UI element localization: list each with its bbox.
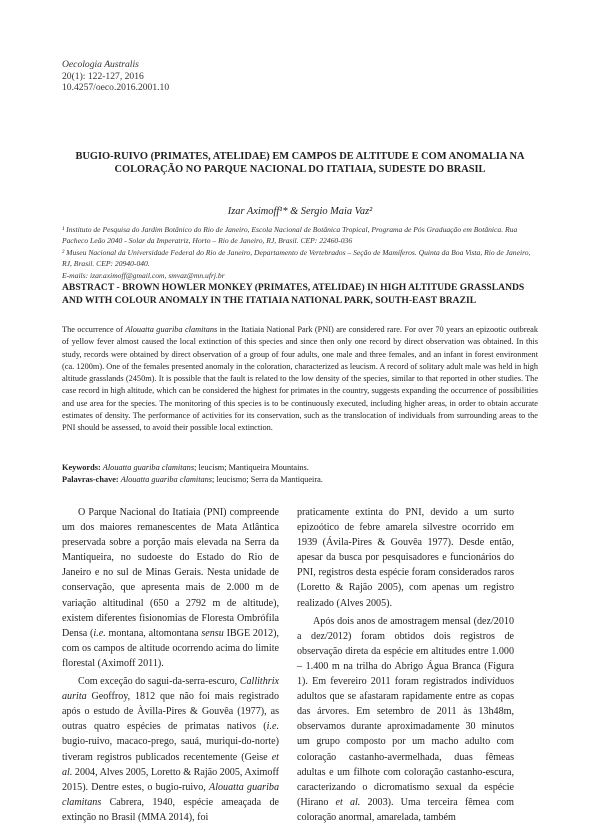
abstract-title: ABSTRACT - BROWN HOWLER MONKEY (PRIMATES, ATELIDAE) IN HIGH ALTITUDE GRASSLANDS AND WITH COLOUR ANOMALY IN THE ITATIAIA NATIONAL PARK, SOUTH-EAST BRAZIL — [62, 282, 525, 306]
authors: Izar Aximoff¹* & Sergio Maia Vaz² — [227, 206, 373, 217]
keywords: Keywords: Alouatta guariba clamitans; leucism; Mantiqueira Mountains. — [62, 463, 309, 472]
body-paragraph: Com exceção do sagui-da-serra-escuro, Callithrix aurita Geoffroy, 1812 que não foi mais registrado após o estudo de Àvilla-Pires & Gouvêa (1977), as outras quatro espécies de primatas nativos (i.e. bugio-ruivo, macaco-prego, sauá, muriqui-do-norte) tiveram registros publicados recentemente (Geise et al. 2004, Alves 2005, Loretto & Rajão 2005, Aximoff 2015). Dentre estes, o bugio-ruivo, Alouatta guariba clamitans Cabrera, 1940, espécie ameaçada de extinção no Brasil (MMA 2014), foi — [62, 676, 279, 823]
affiliation-2: ² Museu Nacional da Universidade Federal do Rio de Janeiro, Departamento de Vertebrados – Seção de Mamíferos. Quinta da Boa Vista, Rio de Janeiro, RJ, Brasil. CEP: 20940-040. — [62, 247, 531, 269]
palavras-chave: Palavras-chave: Alouatta guariba clamitans; leucismo; Serra da Mantiqueira. — [62, 475, 323, 484]
body-column-right — [297, 505, 514, 825]
body-paragraph: praticamente extinta do PNI, devido a um surto epizoótico de febre amarela silvestre ocorrido em 1939 (Ávila-Pires & Gouvêa 1977). Desde então, apesar da busca por pesquisadores e funcionários do PNI, registros desta espécie foram considerados raros (Loretto & Rajão 2005), com apenas um registro realizado (Alves 2005). — [297, 507, 514, 609]
abstract-text: The occurrence of Alouatta guariba clamitans in the Itatiaia National Park (PNI) are considered rare. For over 70 years an epizootic outbreak of yellow fever almost caused the local extinction of this species and since then only one record by direct observation was obtained. In this study, records were obtained by direct observation of a group of four adults, one male and three females, and an infant in forest environment (ca. 1200m). One of the females presented anomaly in the coloration, characterized as leucism. A record of solitary adult male was held in high altitude grasslands (2450m). It is possible that the fault is related to the low density of the species, similar to that reported in other studies. The case record in high altitude, which can be considered the highest for primates in the country, suggests expanding the occurrence of possibilities and use area for the species. The monitoring of this species is to be continuously executed, including higher areas, in order to obtain accurate estimates of density. The performance of activities for its conservation, such as the translocation of individuals from surrounding areas to the PNI should be assessed, to avoid their possible local extinction. — [62, 325, 538, 433]
species-name: Alouatta guariba clamitans — [125, 325, 218, 334]
journal-info — [62, 59, 169, 94]
affiliation-emails: E-mails: izar.aximoff@gmail.com, smvaz@mn.ufrj.br — [62, 270, 225, 280]
journal-name: Oecologia Australis — [62, 59, 139, 70]
journal-volume: 20(1): 122-127, 2016 — [62, 70, 144, 82]
journal-doi: 10.4257/oeco.2016.2001.10 — [62, 82, 170, 94]
affiliations — [62, 224, 538, 281]
affiliation-1: ¹ Instituto de Pesquisa do Jardim Botânico do Rio de Janeiro, Escola Nacional de Botânica Tropical, Programa de Pós Graduação em Botânica. Rua Pacheco Leão 2040 - Solar da Imperatriz, Horto – Rio de Janeiro, RJ, Brasil. CEP: 22460-036 — [62, 225, 518, 246]
body-column-left — [62, 505, 279, 825]
body-paragraph: Após dois anos de amostragem mensal (dez/2010 a dez/2012) foram obtidos dois registros de observação direta da espécie em altitudes entre 1.000 – 1.400 m na trilha do Abrigo Água Branca (Figura 1). Em fevereiro 2011 foram registrados indivíduos adultos que se afastaram rapidamente entre as copas das árvores. Em setembro de 2011 às 13h48m, observamos durante aproximadamente 30 minutos um grupo composto por um macho adulto com coloração castanho-avermelhada, duas fêmeas adultas e um filhote com coloração castanho-escura, caracterizando o dicromatismo sexual da espécie (Hirano et al. 2003). Uma terceira fêmea com coloração anormal, amarelada, também — [297, 615, 514, 823]
body-paragraph: O Parque Nacional do Itatiaia (PNI) compreende um dos maiores remanescentes de Mata Atlântica preservada sobre a porção mais elevada na Serra da Mantiqueira, no sudoeste do Estado do Rio de Janeiro e no sul de Minas Gerais. Nesta unidade de conservação, que apresenta mais de 2.000 m de variação altitudinal (650 a 2792 m de altitude), existem diferentes fisionomias de Floresta Ombrófila Densa (i.e. montana, altomontana sensu IBGE 2012), com os campos de altitude ocorrendo acima do limite florestal (Aximoff 2011). — [62, 507, 279, 669]
paper-title: BUGIO-RUIVO (PRIMATES, ATELIDAE) EM CAMPOS DE ALTITUDE E COM ANOMALIA NA COLORAÇÃO NO PARQUE NACIONAL DO ITATIAIA, SUDESTE DO BRASIL — [75, 151, 525, 175]
